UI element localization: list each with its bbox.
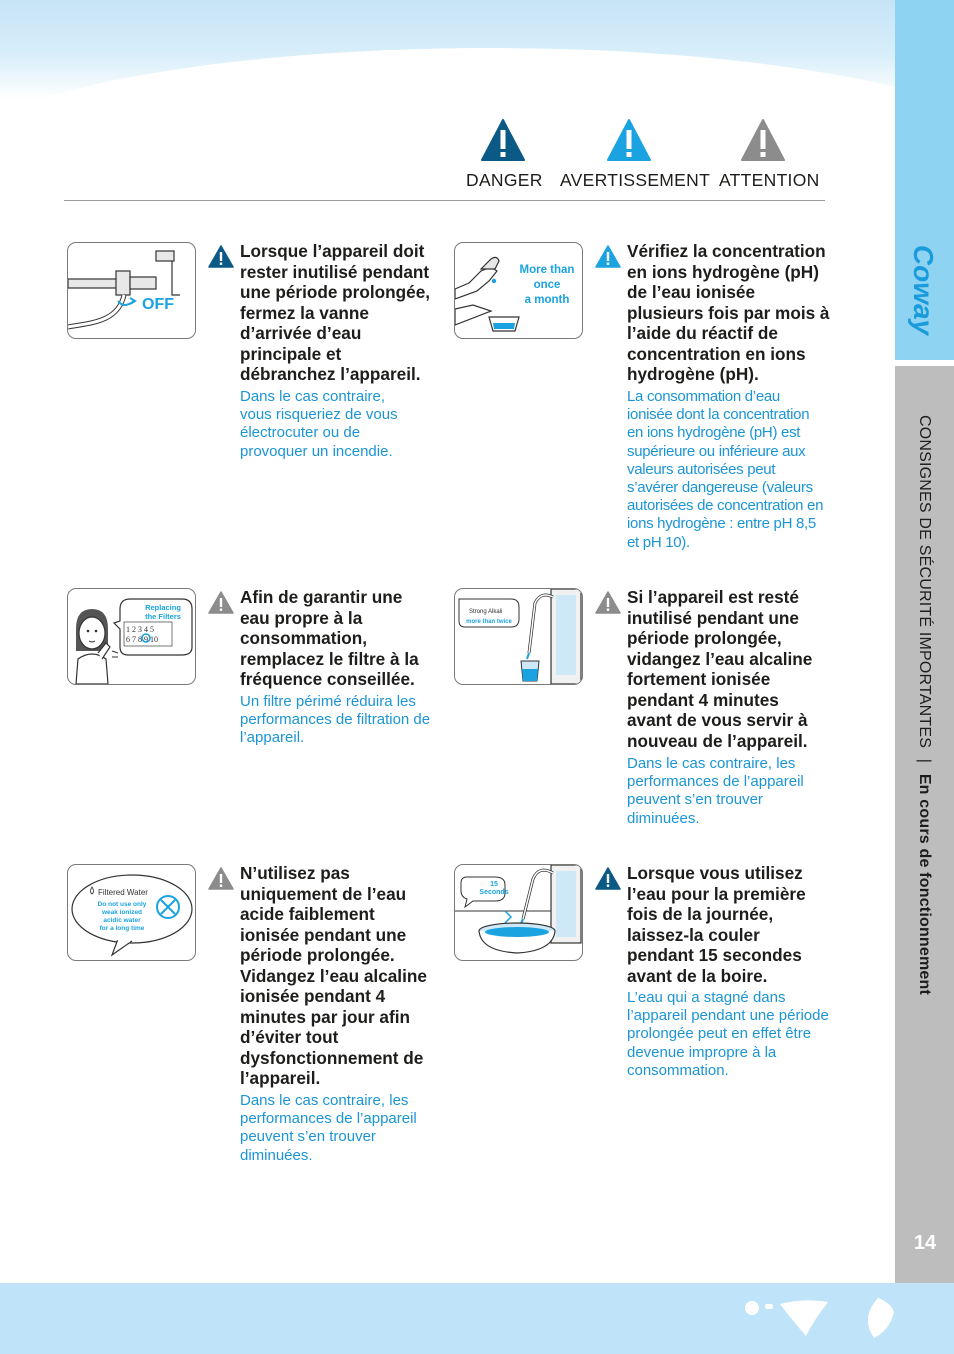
item-4-heading: Si l’appareil est resté inutilisé pendant une période prolongée, vidangez l’eau alcaline fortement ionisée pendant 4 minutes avant de vous servir à nouveau de l’appareil. [627,587,813,751]
item-2-heading: Vérifiez la concentration en ions hydrogène (pH) de l’eau ionisée plusieurs fois par mois à l’aide du réactif de concentration en ions hydrogène (pH). [627,241,830,384]
item-6-note: L’eau qui a stagné dans l’appareil pendant une période prolongée peut en effet être devenue impropre à la consommation. [627,989,829,1079]
section-separator: | [916,758,933,764]
warning-icon [606,118,652,162]
warning-icon [595,245,621,268]
brand-text: Coway [908,244,939,336]
legend-warning-label: AVERTISSEMENT [560,170,711,190]
section-label [902,390,946,1020]
danger-icon [595,867,621,890]
item-3-heading: Afin de garantir une eau propre à la consommation, remplacez le filtre à la fréquence conseillée. [240,587,419,689]
filtered-water-label: Filtered Water [98,888,148,897]
item-2-note: La consommation d’eau ionisée dont la concentration en ions hydrogène (pH) est supérieure ou inférieure aux valeurs autorisées peut s’avérer dangereuse (valeurs autorisées de concentration en ions hydrogène : entre pH 8,5 et pH 10). [627,388,824,551]
illustration-filtered-water [67,864,196,961]
filter-calendar-row-1: 1 2 3 4 5 [126,625,154,634]
alkali-text-1: Strong Alkali [469,609,503,615]
off-label: OFF [142,296,174,313]
filter-text-1: Replacing [145,603,181,612]
filter-text-2: the Filters [145,612,181,621]
caution-icon [740,118,786,162]
caution-icon [208,867,234,890]
item-5-note: Dans le cas contraire, les performances de l’appareil peuvent s’en trouver diminuées. [240,1092,417,1164]
ph-text-3: a month [524,294,570,306]
alkali-text-2: more than twice [466,619,512,625]
caution-icon [208,591,234,614]
illustration-fifteen-seconds [454,864,583,961]
danger-warning-icon [480,118,526,162]
item-4-note: Dans le cas contraire, les performances de l’appareil peuvent s’en trouver diminuées. [627,755,804,827]
filtered-text-3: weak ionized [101,909,143,916]
section-title: CONSIGNES DE SÉCURITÉ IMPORTANTES [916,414,933,749]
illustration-strong-alkali [454,588,583,685]
section-subtitle: En cours de fonctionnement [916,773,933,996]
danger-icon [208,245,234,268]
ph-text-1: More than [519,264,575,276]
filtered-text-4: acidic water [103,917,141,924]
seconds-number: 15 [490,881,498,888]
illustration-replacing-filters [67,588,196,685]
legend-caution-label: ATTENTION [719,170,820,190]
filtered-text-5: for a long time [99,925,145,932]
item-1-heading: Lorsque l’appareil doit rester inutilisé pendant une période prolongée, fermez la vanne d’arrivée d’eau principale et débranchez l’appareil. [240,241,431,384]
ph-text-2: once [533,279,561,291]
caution-icon [595,591,621,614]
filter-calendar-row-2: 6 7 8 9 10 [126,635,158,644]
legend-divider [64,200,825,201]
water-drop-decoration [740,1290,950,1354]
item-1-note: Dans le cas contraire, vous risqueriez de vous électrocuter ou de provoquer un incendie. [240,388,398,460]
page-number: 14 [913,1232,937,1254]
item-5-heading: N’utilisez pas uniquement de l’eau acide faiblement ionisée pendant une période prolongée. Vidangez l’eau alcaline ionisée pendant 4 minutes par jour afin d’éviter tout dysfonctionnement de l’appareil. [240,863,427,1088]
illustration-ph-test [454,242,583,339]
item-6-heading: Lorsque vous utilisez l’eau pour la première fois de la journée, laissez-la couler pendant 15 secondes avant de la boire. [627,863,806,986]
legend-danger-label: DANGER [466,170,543,190]
item-3-note: Un filtre périmé réduira les performances de filtration de l’appareil. [240,693,431,747]
seconds-label: Seconds [479,889,509,896]
illustration-faucet-off [67,242,196,339]
filtered-text-2: Do not use only [97,901,147,908]
brand-logo [903,240,943,340]
